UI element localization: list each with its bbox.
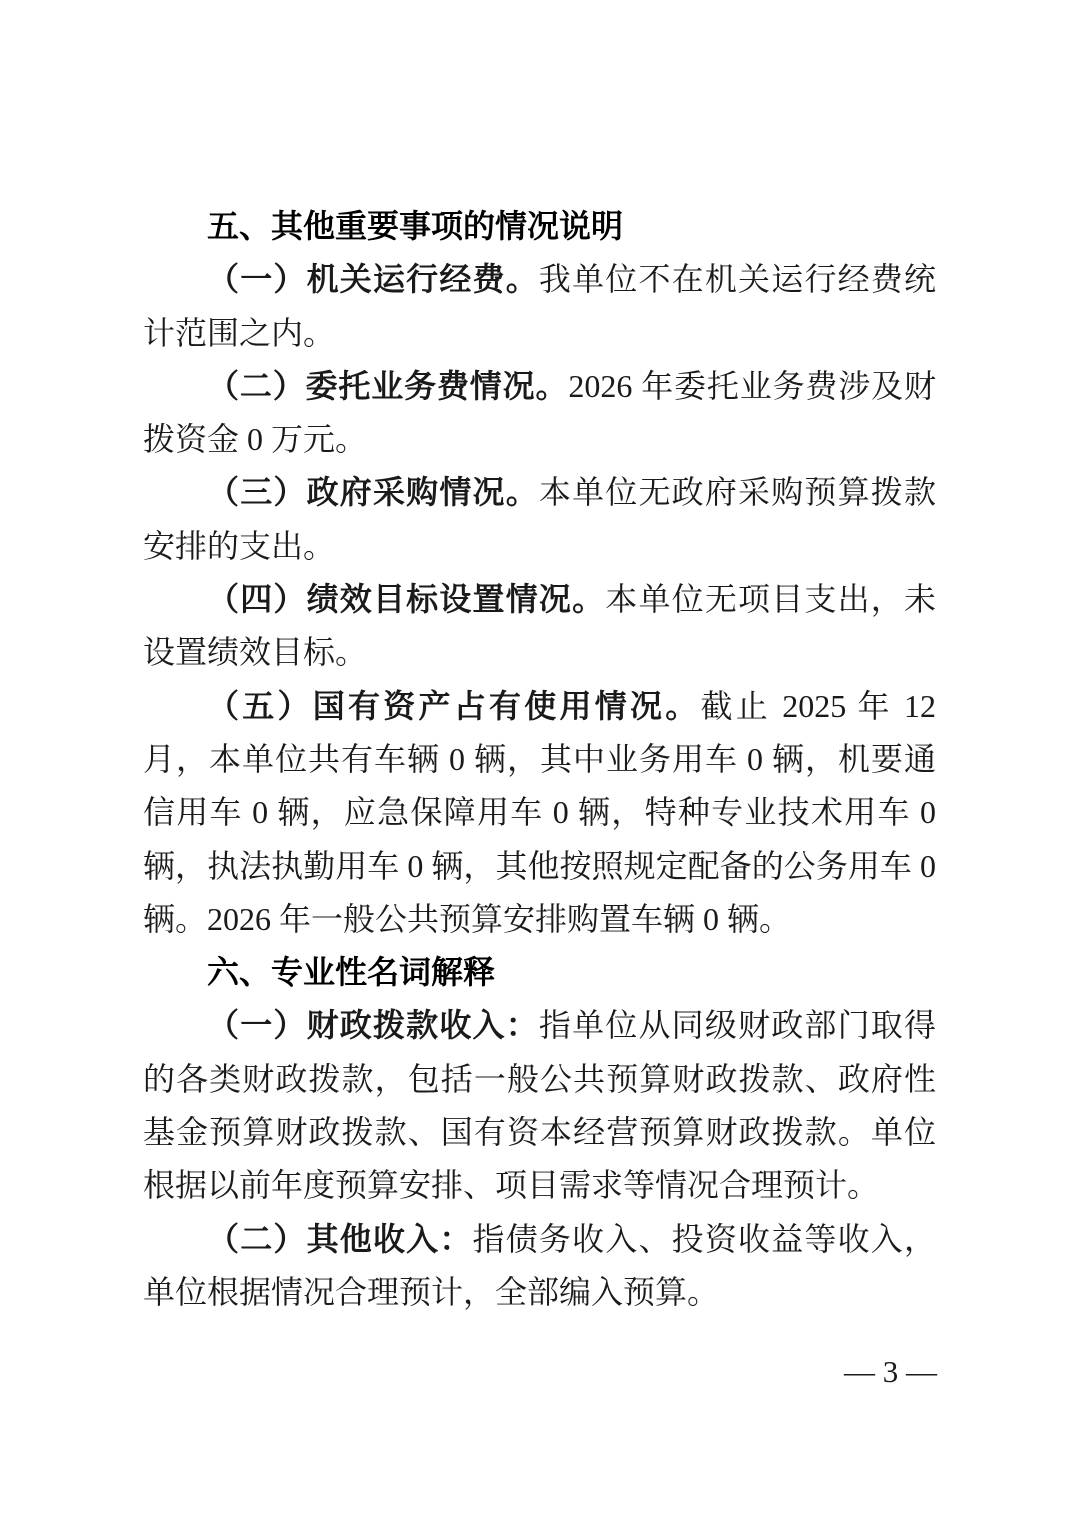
paragraph-lead: （五）国有资产占有使用情况。 bbox=[207, 687, 701, 724]
paragraph-text: 本单位无项目支出，未设置绩效目标。 bbox=[143, 581, 936, 671]
section-heading-other-matters: 五、其他重要事项的情况说明 bbox=[207, 208, 624, 244]
paragraph-lead: （一）财政拨款收入： bbox=[207, 1007, 539, 1044]
paragraph-text: 我单位不在机关运行经费统计范围之内。 bbox=[143, 261, 936, 351]
paragraph-lead: （一）机关运行经费。 bbox=[207, 261, 539, 298]
section-heading-terminology: 六、专业性名词解释 bbox=[207, 954, 496, 991]
paragraph-fiscal-appropriation-income bbox=[143, 999, 936, 1212]
paragraph-text: 本单位无政府采购预算拨款安排的支出。 bbox=[143, 474, 936, 564]
paragraph-entrusted-business-fees bbox=[143, 360, 936, 467]
paragraph-other-income bbox=[143, 1213, 936, 1320]
paragraph-lead: （三）政府采购情况。 bbox=[207, 474, 539, 511]
paragraph-performance-targets bbox=[143, 573, 936, 680]
paragraph-text: 指债务收入、投资收益等收入，单位根据情况合理预计，全部编入预算。 bbox=[143, 1220, 936, 1310]
paragraph-state-owned-assets bbox=[143, 680, 936, 946]
paragraph-government-procurement bbox=[143, 466, 936, 573]
document-body bbox=[143, 200, 936, 1319]
paragraph-agency-operating-costs bbox=[143, 253, 936, 360]
paragraph-text: 截止 2025 年 12 月，本单位共有车辆 0 辆，其中业务用车 0 辆，机要通信用车 0 辆，应急保障用车 0 辆，特种专业技术用车 0 辆，执法执勤用车 0 辆，其他按照规定配备的公务用车 0 辆。2026 年一般公共预算安排购置车辆 0 辆。 bbox=[143, 687, 936, 937]
page-number: — 3 — bbox=[844, 1354, 937, 1389]
paragraph-text: 2026 年委托业务费涉及财拨资金 0 万元。 bbox=[143, 367, 936, 458]
paragraph-lead: （二）委托业务费情况。 bbox=[207, 367, 569, 404]
paragraph-lead: （二）其他收入： bbox=[207, 1220, 473, 1257]
paragraph-lead: （四）绩效目标设置情况。 bbox=[207, 581, 606, 618]
paragraph-text: 指单位从同级财政部门取得的各类财政拨款，包括一般公共预算财政拨款、政府性基金预算财政拨款、国有资本经营预算财政拨款。单位根据以前年度预算安排、项目需求等情况合理预计。 bbox=[143, 1007, 936, 1204]
